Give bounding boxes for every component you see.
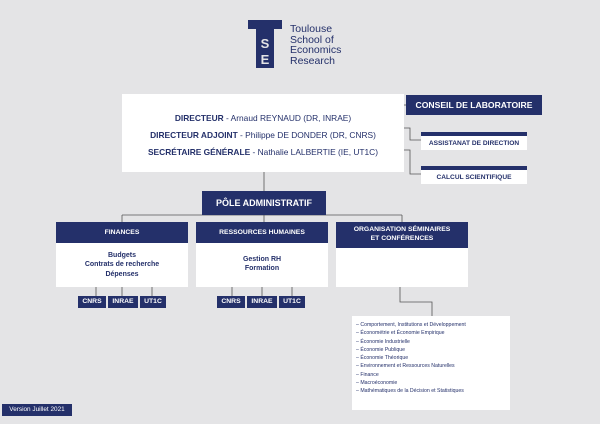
pole-administratif-box: PÔLE ADMINISTRATIF: [202, 191, 326, 215]
topic-item: – Environnement et Ressources Naturelles: [356, 363, 455, 370]
rh-title: RESSOURCES HUMAINES: [196, 222, 328, 243]
adjoint-line: [122, 130, 404, 140]
svg-text:E: E: [260, 52, 270, 67]
rh-tag-cnrs: CNRS: [217, 296, 245, 308]
logo-line: Toulouse: [290, 23, 333, 35]
topic-item: – Économétrie et Économie Empirique: [356, 330, 445, 337]
seminaires-title: [336, 222, 468, 248]
secretaire-line: [122, 147, 404, 157]
rh-items: [196, 243, 328, 274]
directeur-line: [122, 113, 404, 123]
finances-items: [56, 243, 188, 279]
seminaires-box: [336, 222, 468, 287]
seminaires-topics-list: [352, 316, 510, 410]
directeur-name: - Arnaud REYNAUD (DR, INRAE): [223, 113, 352, 123]
topic-item: – Mathématiques de la Décision et Statistiques: [356, 388, 464, 395]
rh-box: [196, 222, 328, 287]
adjoint-name: - Philippe DE DONDER (DR, CNRS): [237, 130, 376, 140]
calcul-label: CALCUL SCIENTIFIQUE: [436, 174, 512, 181]
topic-item: – Économie Théorique: [356, 355, 409, 362]
topic-item: – Comportement, Institutions et Développement: [356, 322, 466, 328]
directeur-role: DIRECTEUR: [174, 113, 224, 123]
seminaires-title-line: ET CONFÉRENCES: [370, 234, 434, 242]
version-badge: Version Juillet 2021: [2, 404, 72, 416]
tse-logo-icon: [248, 20, 282, 68]
finances-item: Dépenses: [105, 270, 139, 278]
secretaire-name: - Nathalie LALBERTIE (IE, UT1C): [250, 147, 379, 157]
topic-item: – Macroéconomie: [356, 380, 398, 387]
logo-line: Economics: [290, 44, 342, 56]
calcul-box: [421, 166, 527, 184]
finances-box: [56, 222, 188, 287]
finances-tag-ut1c: UT1C: [140, 296, 166, 308]
secretaire-role: SECRÉTAIRE GÉNÉRALE: [147, 147, 251, 157]
direction-box: [122, 94, 404, 172]
svg-text:S: S: [260, 36, 270, 51]
assistanat-label: ASSISTANAT DE DIRECTION: [428, 140, 520, 147]
logo-text: [290, 24, 341, 66]
rh-tag-inrae: INRAE: [247, 296, 277, 308]
assistanat-box: [421, 132, 527, 150]
topic-item: – Économie Publique: [356, 346, 406, 353]
finances-item: Budgets: [108, 252, 136, 259]
rh-tag-ut1c: UT1C: [279, 296, 305, 308]
logo-line: School of: [290, 33, 334, 46]
topic-item: – Finance: [356, 371, 379, 378]
finances-title: FINANCES: [56, 222, 188, 243]
finances-item: Contrats de recherche: [84, 261, 160, 269]
rh-item: Formation: [244, 265, 280, 273]
finances-tag-inrae: INRAE: [108, 296, 138, 308]
conseil-box: CONSEIL DE LABORATOIRE: [406, 95, 542, 115]
topic-item: – Économie Industrielle: [356, 338, 410, 345]
seminaires-title-line: ORGANISATION SÉMINAIRES: [353, 226, 451, 233]
adjoint-role: DIRECTEUR ADJOINT: [150, 130, 238, 140]
finances-tag-cnrs: CNRS: [78, 296, 106, 308]
rh-item: Gestion RH: [242, 256, 282, 263]
logo-line: Research: [290, 54, 335, 67]
